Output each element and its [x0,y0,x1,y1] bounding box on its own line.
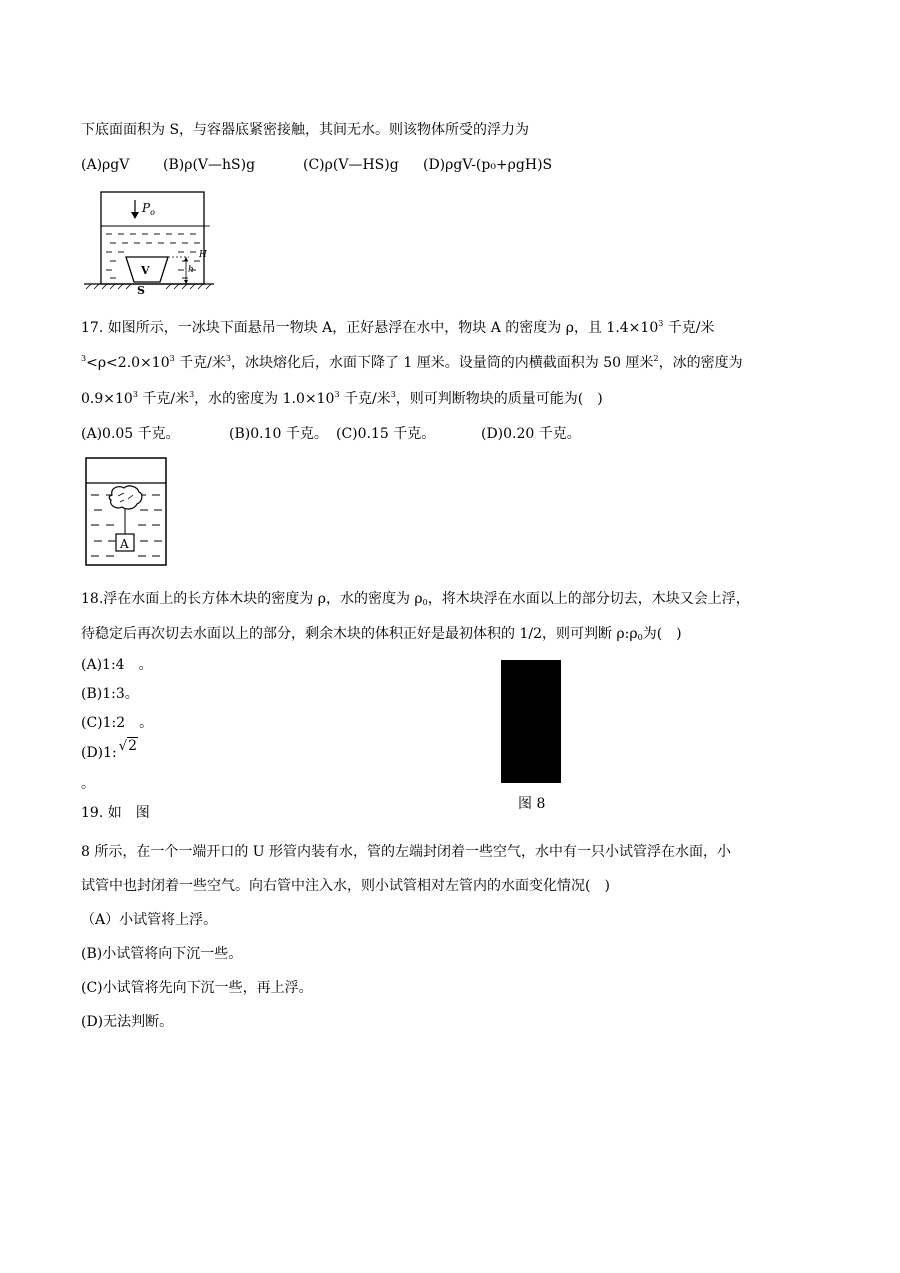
s-label: S [137,284,145,295]
h-label: h [188,265,194,275]
q19-option-c: (C)小试管将先向下沉一些，再上浮。 [81,980,313,996]
q17-option-c: (C)0.15 千克。 [336,426,436,442]
q19-option-a: （A）小试管将上浮。 [81,912,218,928]
q17-line1: 17. 如图所示，一冰块下面悬吊一物块 A，正好悬浮在水中，物块 A 的密度为 ρ，且 $1.4\times 10^3$ 千克/米 [81,319,715,336]
q19-option-b: (B)小试管将向下沉一些。 [81,946,243,962]
sqrt-expression: √2 [118,738,137,754]
p0-label: $P_o$ [142,201,155,217]
figure-8-image [501,660,561,783]
q19-line2: 8 所示，在一个一端开口的 U 形管内装有水，管的左端封闭着一些空气，水中有一只小试管浮在水面，小 [81,844,732,860]
q16-option-b: (B)ρ(V—hS)g [163,157,256,173]
q17-option-a: (A)0.05 千克。 [81,426,180,442]
q17-figure [82,455,172,570]
q18-option-b: (B)1:3。 [81,686,139,702]
q16-option-d: (D)ρgV-(p₀+ρgH)S [423,157,553,173]
q19-option-d: (D)无法判断。 [81,1014,174,1030]
q18-option-c: (C)1:2 。 [81,715,154,731]
q17-option-d: (D)0.20 千克。 [481,426,581,442]
q17-line3: $0.9\times 10^3$ 千克/米$^3$，水的密度为 $1.0\times 10^3$ 千克/米$^3$，则可判断物块的质量可能为( ) [81,390,603,407]
q17-line2: $^3<\rho<2.0\times 10^3$ 千克/米$^3$，冰块熔化后，水面下降了 1 厘米。设量筒的内横截面积为 50 厘米$^2$，冰的密度为 [81,354,743,371]
q16-options [81,155,781,175]
block-a-label: A [120,537,129,551]
figure-8-caption: 图 8 [518,796,546,812]
q19-line1: 19. 如 图 [81,805,150,821]
q16-stem: 下底面面积为 S，与容器底紧密接触，其间无水。则该物体所受的浮力为 [81,122,530,138]
q18-option-a: (A)1:4 。 [81,657,153,673]
q18-option-d: (D)1: √2 [81,738,137,761]
q17-options [81,424,781,444]
q16-option-a: (A)ρgV [81,157,130,173]
q18-line1: 18.浮在水面上的长方体木块的密度为 ρ，水的密度为 $\rho_0$，将木块浮在水面以上的部分切去，木块又会上浮， [81,591,750,607]
v-label: V [141,264,150,277]
q16-figure [82,190,217,295]
q18-line2: 待稳定后再次切去水面以上的部分，剩余木块的体积正好是最初体积的 1/2，则可判断 $\rho:\rho_0$为( ) [81,626,682,642]
q16-option-c: (C)ρ(V—HS)g [303,157,399,173]
q18-option-d-end: 。 [81,776,95,792]
q19-line3: 试管中也封闭着一些空气。向右管中注入水，则小试管相对左管内的水面变化情况( ) [81,878,610,894]
H-label: H [199,250,207,260]
q17-option-b: (B)0.10 千克。 [229,426,328,442]
